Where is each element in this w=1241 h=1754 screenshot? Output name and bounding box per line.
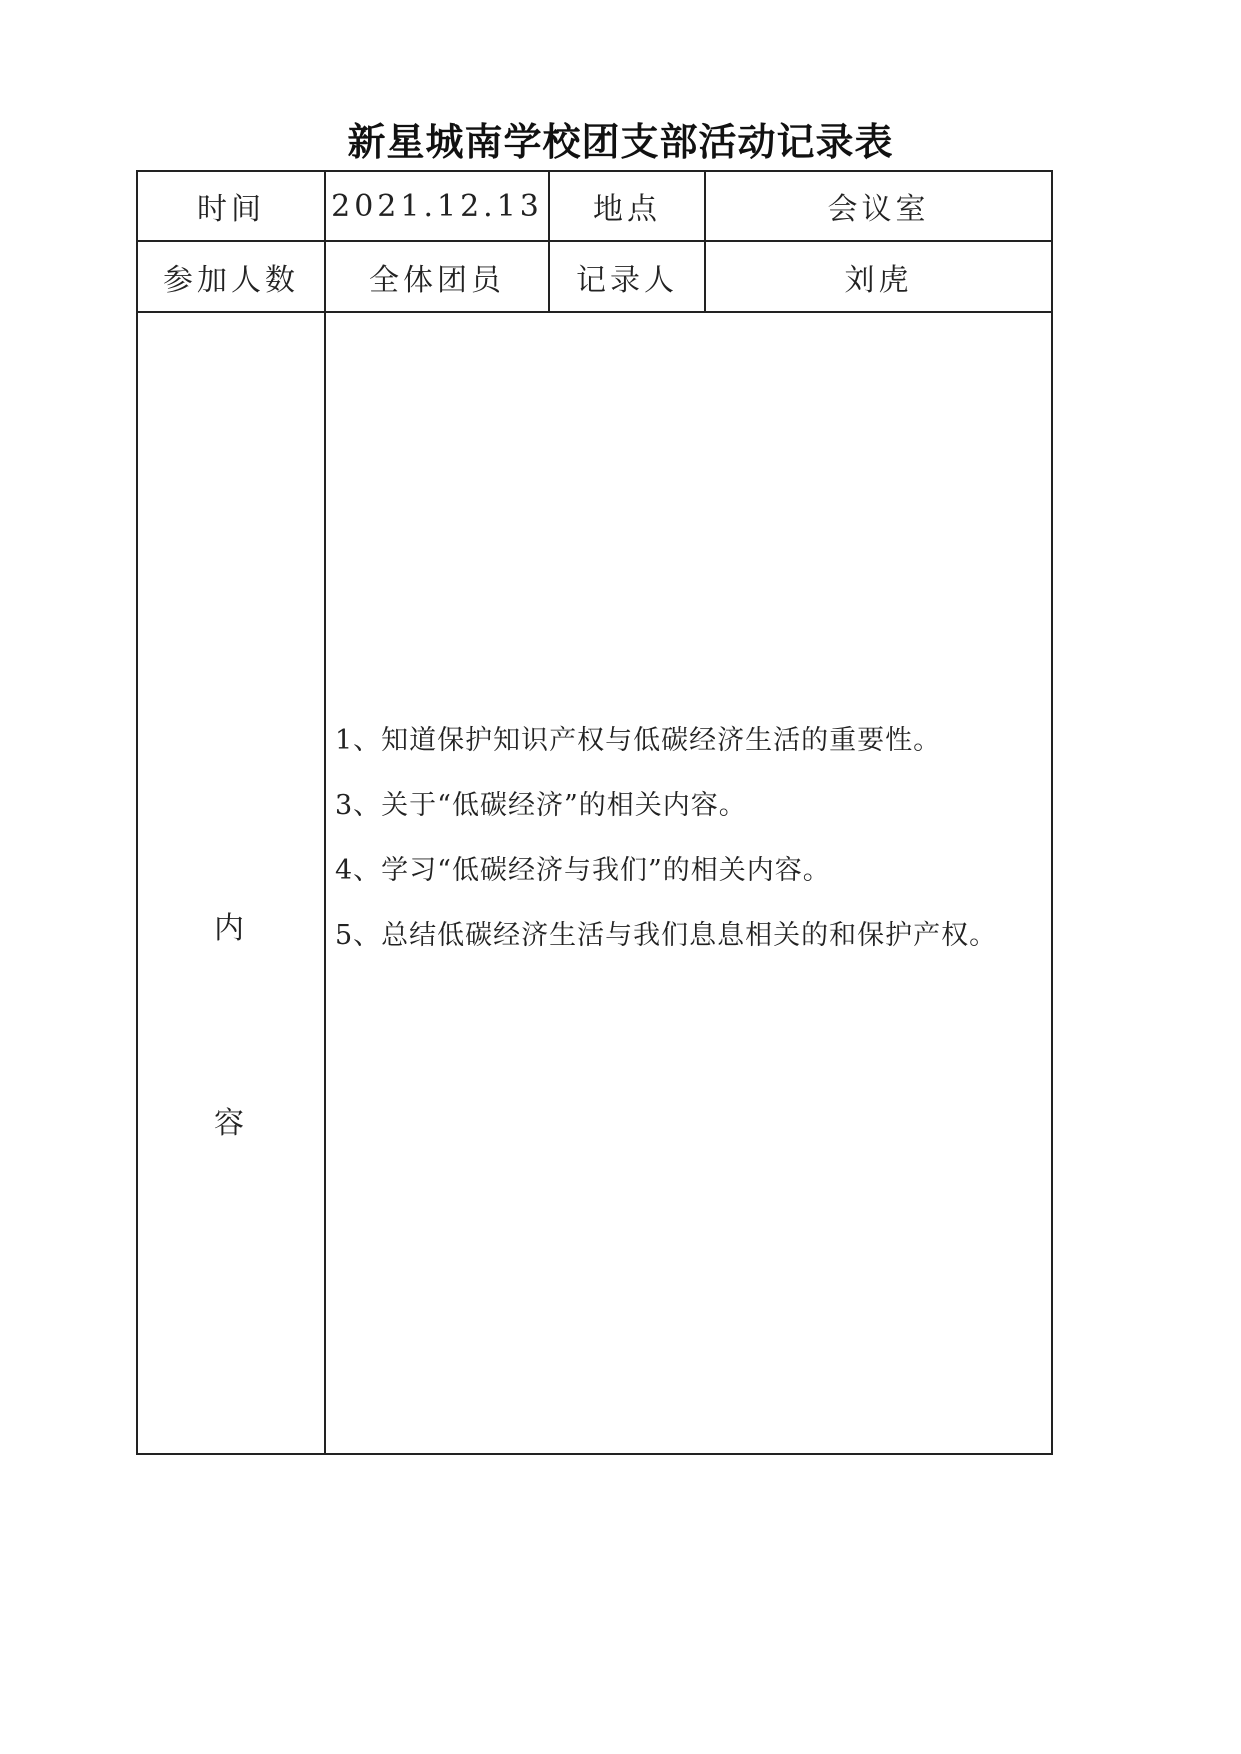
list-item: 5、总结低碳经济生活与我们息息相关的和保护产权。 (335, 920, 998, 951)
activity-record-table (136, 170, 1053, 1455)
content-label-char-2: 容 (214, 1106, 248, 1141)
time-value: 2021.12.13 (325, 171, 549, 241)
recorder-label: 记录人 (549, 241, 705, 312)
participants-label: 参加人数 (137, 241, 325, 312)
list-item: 3、关于“低碳经济”的相关内容。 (335, 790, 747, 821)
table-row-participants-recorder (137, 241, 1052, 312)
place-value: 会议室 (705, 171, 1052, 241)
table-row-content (137, 312, 1052, 1454)
table-row-time-place (137, 171, 1052, 241)
participants-value: 全体团员 (325, 241, 549, 312)
list-item: 1、知道保护知识产权与低碳经济生活的重要性。 (335, 725, 942, 756)
time-label: 时间 (137, 171, 325, 241)
content-body-cell (325, 312, 1052, 1454)
content-label-char-1: 内 (214, 911, 248, 946)
page-title: 新星城南学校团支部活动记录表 (347, 119, 894, 164)
place-label: 地点 (549, 171, 705, 241)
content-list (326, 726, 1051, 986)
list-item: 4、学习“低碳经济与我们”的相关内容。 (335, 855, 831, 886)
content-label-cell (137, 312, 325, 1454)
recorder-value: 刘虎 (705, 241, 1052, 312)
